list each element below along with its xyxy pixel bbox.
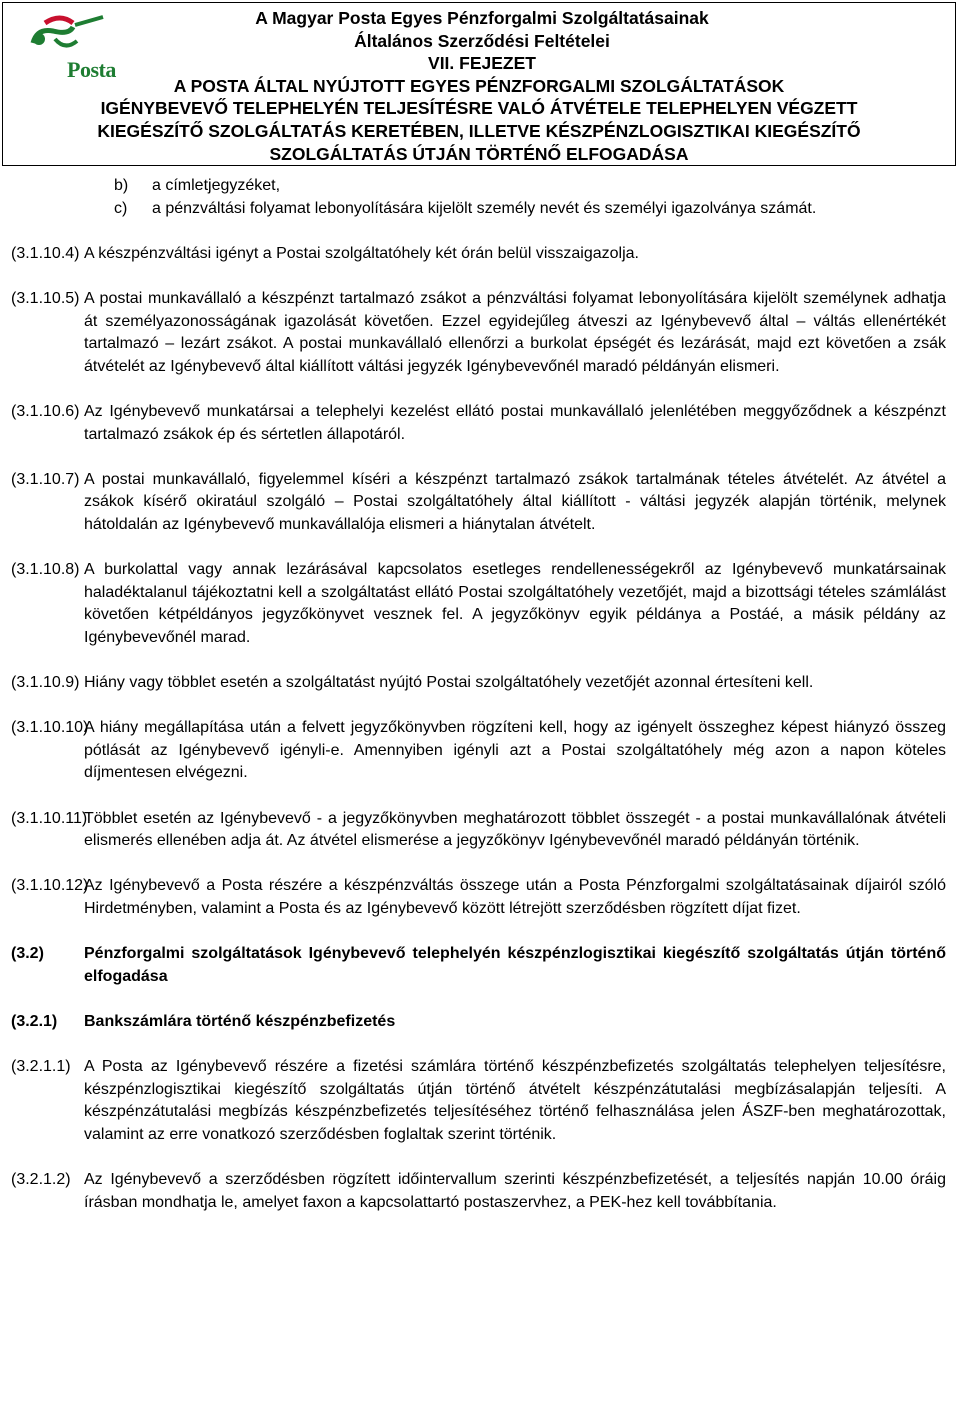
item-list xyxy=(84,175,946,220)
paragraph-text: Többlet esetén az Igénybevevő - a jegyzőkönyvben meghatározott többlet összegét - a postai munkavállalónak átvételi elismerés ellenében adja át. Az átvétel elismerése a jegyzőkönyv Igénybevevőnél maradó példányán történik. xyxy=(84,809,946,850)
section-code: (3.1.10.6) xyxy=(11,402,80,420)
paragraph-text: Hiány vagy többlet esetén a szolgáltatást nyújtó Postai szolgáltatóhely vezetőjét azonnal értesíteni kell. xyxy=(84,674,814,692)
section-code: (3.1.10.12) xyxy=(11,877,89,895)
section-code: (3.1.10.7) xyxy=(11,470,80,488)
document-body xyxy=(11,175,946,1214)
heading-text: Pénzforgalmi szolgáltatások Igénybevevő telephelyén készpénzlogisztikai kiegészítő szolgáltatás útján történő elfogadása xyxy=(84,945,946,985)
paragraph xyxy=(11,1056,946,1146)
logo-text: Posta xyxy=(67,57,116,82)
header-line: A POSTA ÁLTAL NYÚJTOTT EGYES PÉNZFORGALMI SZOLGÁLTATÁSOK xyxy=(173,75,785,96)
paragraph xyxy=(11,401,946,446)
header-line: SZOLGÁLTATÁS ÚTJÁN TÖRTÉNŐ ELFOGADÁSA xyxy=(269,143,689,164)
section-code: (3.1.10.8) xyxy=(11,561,80,579)
section-code: (3.2.1) xyxy=(11,1012,58,1030)
heading-text: Bankszámlára történő készpénzbefizetés xyxy=(84,1012,396,1030)
section-code: (3.1.10.11) xyxy=(11,809,88,827)
subsection-heading xyxy=(11,1011,946,1034)
list-item xyxy=(114,198,946,221)
paragraph-text: A hiány megállapítása után a felvett jegyzőkönyvben rögzíteni kell, hogy az igényelt összeghez képest hiányzó összeg pótlását az Igénybevevő igényli-e. Amennyiben igényli azt a Postai szolgáltatóhely még azon a napon köteles díjmentesen elvégezni. xyxy=(84,719,946,782)
header-line: Általános Szerződési Feltételei xyxy=(354,30,610,51)
section-code: (3.1.10.4) xyxy=(11,244,80,262)
paragraph-text: A készpénzváltási igényt a Postai szolgáltatóhely két órán belül visszaigazolja. xyxy=(84,244,639,262)
paragraph xyxy=(11,717,946,785)
page-header xyxy=(2,2,956,166)
header-line: IGÉNYBEVEVŐ TELEPHELYÉN TELJESÍTÉSRE VALÓ ÁTVÉTELE TELEPHELYEN VÉGZETT xyxy=(100,98,858,119)
paragraph xyxy=(11,875,946,920)
header-line: KIEGÉSZÍTŐ SZOLGÁLTATÁS KERETÉBEN, ILLETVE KÉSZPÉNZLOGISZTIKAI KIEGÉSZÍTŐ xyxy=(97,120,861,141)
list-item xyxy=(114,175,946,198)
paragraph-text: Az Igénybevevő munkatársai a telephelyi kezelést ellátó postai munkavállaló jelenlétében meggyőződnek a készpénzt tartalmazó zsákok ép és sértetlen állapotáról. xyxy=(84,402,946,443)
paragraph-text: Az Igénybevevő a szerződésben rögzített időintervallum szerinti készpénzbefizetését, a teljesítés napján 10.00 óráig írásban mondhatja le, amelyet faxon a kapcsolattartó postaszervhez, a PEK-hez kell továbbítania. xyxy=(84,1171,946,1211)
header-line: VII. FEJEZET xyxy=(428,53,536,74)
section-code: (3.2) xyxy=(11,945,44,963)
paragraph-text: Az Igénybevevő a Posta részére a készpénzváltás összege után a Posta Pénzforgalmi szolgáltatásainak díjairól szóló Hirdetményben, valamint a Posta és az Igénybevevő között létrejött szerződésben rögzített díjat fizet. xyxy=(84,877,946,917)
list-text: a címletjegyzéket, xyxy=(152,177,281,194)
paragraph xyxy=(11,808,946,853)
section-code: (3.1.10.10) xyxy=(11,719,89,737)
list-marker: b) xyxy=(114,177,129,194)
list-text: a pénzváltási folyamat lebonyolítására kijelölt személy nevét és személyi igazolványa számát. xyxy=(152,199,817,217)
paragraph xyxy=(11,1169,946,1214)
section-code: (3.2.1.1) xyxy=(11,1058,71,1076)
paragraph-text: A postai munkavállaló, figyelemmel kíséri a készpénzt tartalmazó zsákok tartalmának tételes átvételét. Az átvétel a zsákok kísérő okiratául szolgáló – Postai szolgáltatóhely által kiállított - váltási jegyzék alapján történik, melynek hátoldalán az Igénybevevő munkavállalója elismeri a hiánytalan átvételt. xyxy=(84,470,946,533)
header-line: A Magyar Posta Egyes Pénzforgalmi Szolgáltatásainak xyxy=(255,8,709,28)
paragraph xyxy=(11,672,946,695)
section-code: (3.1.10.9) xyxy=(11,674,80,692)
paragraph xyxy=(11,243,946,266)
paragraph xyxy=(11,559,946,649)
section-code: (3.1.10.5) xyxy=(11,289,80,307)
paragraph-text: A burkolattal vagy annak lezárásával kapcsolatos esetleges rendellenességekről az Igénybevevő munkatársainak haladéktalanul tájékoztatni kell a szolgáltatást ellátó Postai szolgáltatóhely vezetőjét, majd a bizottsági tételes számlálást követően kétpéldányos jegyzőkönyvet vesznek fel. A jegyzőkönyv egyik példánya a Postáé, a másik példány az Igénybevevőnél marad. xyxy=(84,561,946,646)
paragraph-text: A Posta az Igénybevevő részére a fizetési számlára történő készpénzbefizetés szolgáltatás telephelyen teljesítésre, készpénzlogisztikai kiegészítő szolgáltatás útján történő átvételt készpénzátutalási megbízásalapján teljesíti. A készpénzátutalási megbízás készpénzbefizetés teljesítéséhez történő felhasználása jelen ÁSZF-ben meghatározottak, valamint az erre vonatkozó szerződésben foglaltak szerint történik. xyxy=(84,1058,946,1143)
list-marker: c) xyxy=(114,199,128,217)
paragraph xyxy=(11,469,946,537)
section-heading xyxy=(11,943,946,988)
section-code: (3.2.1.2) xyxy=(11,1171,71,1189)
paragraph-text: A postai munkavállaló a készpénzt tartalmazó zsákot a pénzváltási folyamat lebonyolítására kijelölt személynek adhatja át személyazonosságának igazolását követően. Ezzel egyidejűleg átveszi az Igénybevevő által – váltás ellenértékét tartalmazó – lezárt zsákot. A postai munkavállaló ellenőrzi a burkolat épségét és lezárását, majd ezt követően a zsák átvételét az Igénybevevő által kiállított váltási jegyzék Igénybevevőnél maradó példányán elismeri. xyxy=(84,289,946,375)
header-title xyxy=(3,7,955,165)
paragraph xyxy=(11,288,946,378)
